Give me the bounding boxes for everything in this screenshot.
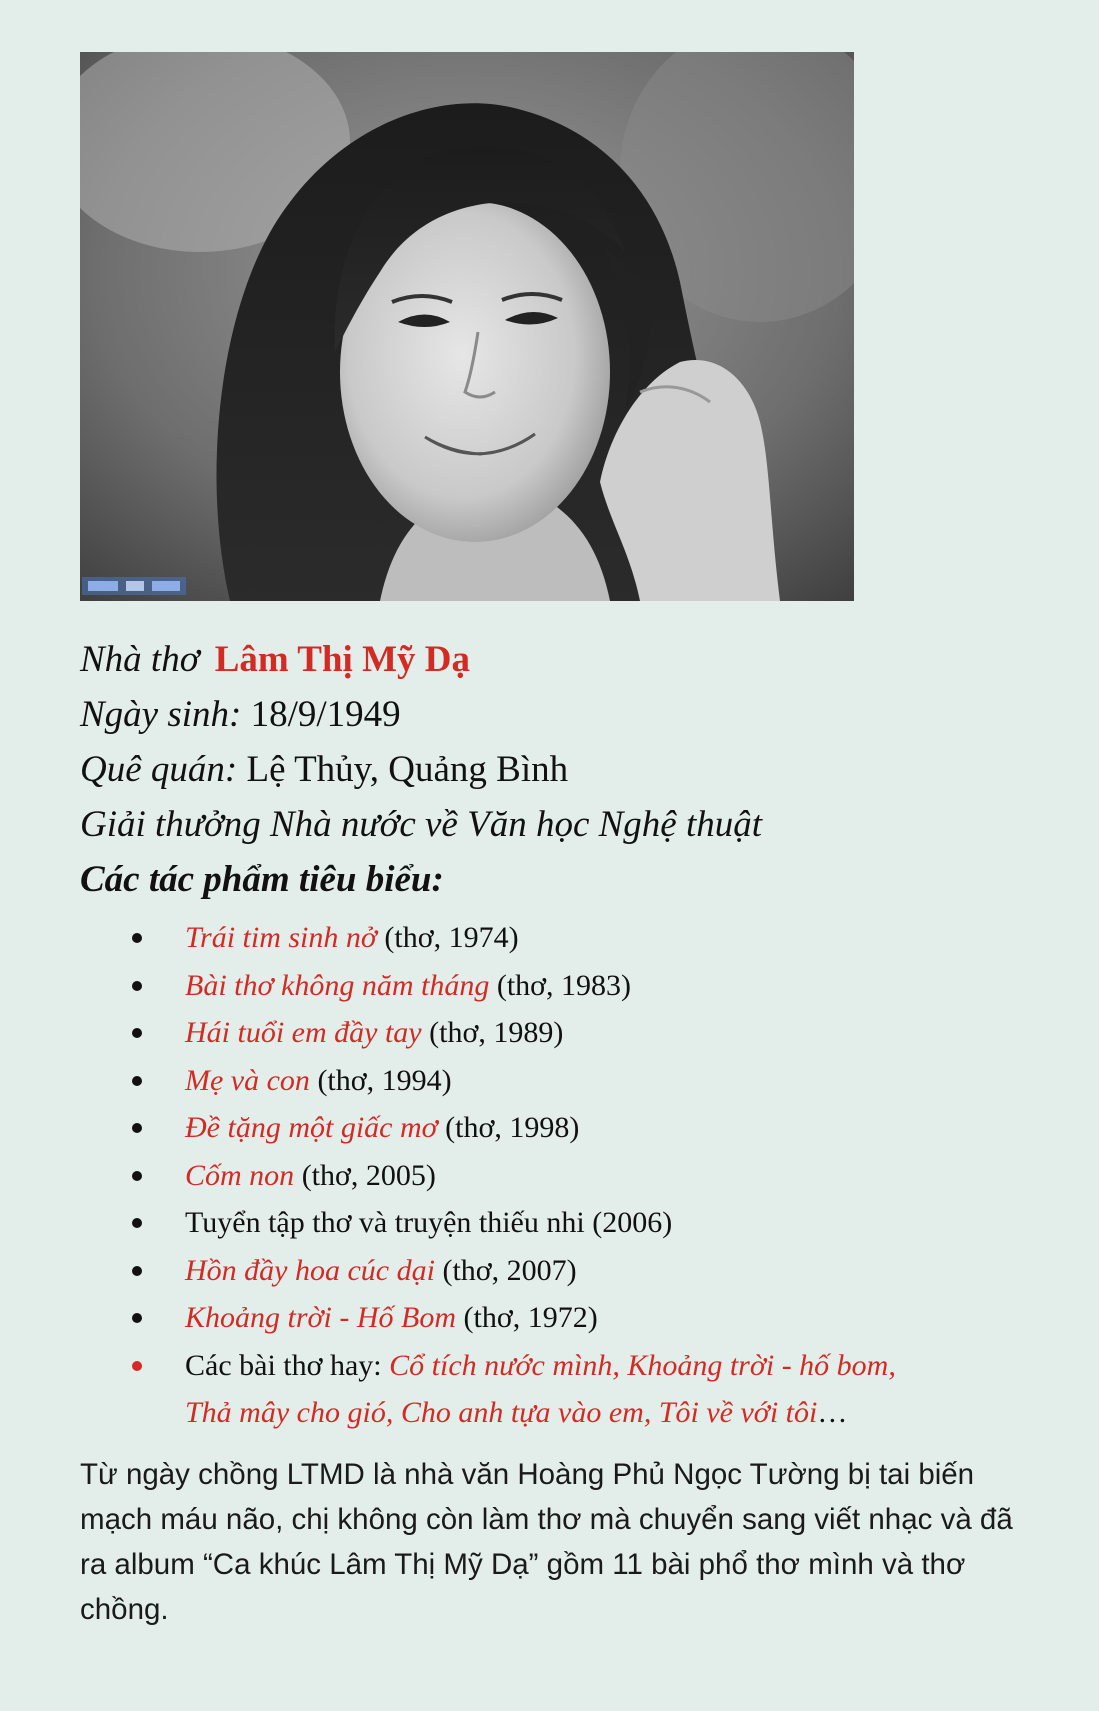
- bullet-icon: [132, 1361, 142, 1371]
- poet-label: Nhà thơ: [80, 639, 200, 680]
- poem-separator: ,: [888, 1348, 896, 1382]
- work-plain: Tuyển tập thơ và truyện thiếu nhi (2006): [185, 1206, 673, 1239]
- works-heading: Các tác phẩm tiêu biểu:: [80, 859, 444, 900]
- poem-title: Tôi về với tôi: [658, 1396, 818, 1429]
- birth-line: [80, 687, 1040, 742]
- list-item: [80, 914, 1040, 962]
- bullet-icon: [132, 1218, 142, 1228]
- work-title: Đề tặng một giấc mơ: [185, 1111, 438, 1144]
- biography-info: [80, 632, 1040, 908]
- poem-separator: ,: [643, 1396, 652, 1429]
- list-item: [80, 962, 1040, 1010]
- list-item: [80, 1009, 1040, 1057]
- work-note: (thơ, 1989): [429, 1016, 564, 1049]
- poem-separator: ,: [385, 1396, 394, 1429]
- poem-separator: ,: [612, 1348, 620, 1382]
- work-title: Cốm non: [185, 1158, 295, 1192]
- poet-name: Lâm Thị Mỹ Dạ: [214, 639, 470, 680]
- work-note: (thơ, 1983): [496, 968, 632, 1002]
- portrait-illustration: [80, 52, 854, 601]
- work-title: Mẹ và con: [185, 1063, 310, 1097]
- work-title: Trái tim sinh nở: [185, 921, 377, 954]
- bullet-icon: [132, 981, 142, 991]
- poem-title: Thả mây cho gió: [185, 1396, 386, 1429]
- works-list: [80, 914, 1040, 1437]
- list-item-poems: [80, 1342, 1040, 1390]
- list-item: [80, 1152, 1040, 1200]
- poem-title: Cổ tích nước mình: [389, 1348, 613, 1382]
- bullet-icon: [132, 1171, 142, 1181]
- hometown-value: Lệ Thủy, Quảng Bình: [246, 749, 569, 790]
- work-title: Bài thơ không năm tháng: [185, 968, 490, 1002]
- list-item: [80, 1104, 1040, 1152]
- portrait-photo: [80, 52, 854, 601]
- work-title: Hồn đầy hoa cúc dại: [185, 1253, 435, 1287]
- work-note: (thơ, 1994): [317, 1063, 452, 1097]
- hometown-line: [80, 742, 1040, 797]
- birth-label: Ngày sinh:: [80, 694, 242, 735]
- list-item: [80, 1247, 1040, 1295]
- work-note: (thơ, 2005): [301, 1158, 436, 1192]
- hometown-label: Quê quán:: [80, 749, 238, 790]
- bullet-icon: [132, 1313, 142, 1323]
- work-note: (thơ, 1972): [463, 1301, 598, 1334]
- poet-title-line: [80, 632, 1040, 687]
- biography-paragraph: Từ ngày chồng LTMD là nhà văn Hoàng Phủ Ngọc Tường bị tai biến mạch máu não, chị không còn làm thơ mà chuyển sang viết nhạc và đã ra album “Ca khúc Lâm Thị Mỹ Dạ” gồm 11 bài phổ thơ mình và thơ chồng.: [80, 1458, 1013, 1626]
- list-item: [80, 1057, 1040, 1105]
- work-note: (thơ, 1974): [384, 921, 519, 954]
- award-line: Giải thưởng Nhà nước về Văn học Nghệ thuật: [80, 804, 763, 845]
- list-item: [80, 1199, 1040, 1247]
- list-item: [80, 1294, 1040, 1342]
- list-item-poems-continued: [80, 1389, 1040, 1437]
- work-title: Hái tuổi em đầy tay: [185, 1016, 422, 1049]
- work-note: (thơ, 1998): [445, 1111, 580, 1144]
- poem-title: Cho anh tựa vào em: [400, 1396, 644, 1429]
- bullet-icon: [132, 1076, 142, 1086]
- poem-title: Khoảng trời - hố bom: [627, 1348, 889, 1382]
- poems-ellipsis: …: [817, 1396, 848, 1429]
- bullet-icon: [132, 1123, 142, 1133]
- birth-value: 18/9/1949: [250, 694, 401, 735]
- work-title: Khoảng trời - Hố Bom: [185, 1301, 457, 1334]
- bullet-icon: [132, 1266, 142, 1276]
- watermark-logo: [82, 575, 186, 597]
- work-note: (thơ, 2007): [442, 1253, 577, 1287]
- poems-label: Các bài thơ hay:: [185, 1348, 382, 1382]
- bullet-icon: [132, 933, 142, 943]
- bullet-icon: [132, 1028, 142, 1038]
